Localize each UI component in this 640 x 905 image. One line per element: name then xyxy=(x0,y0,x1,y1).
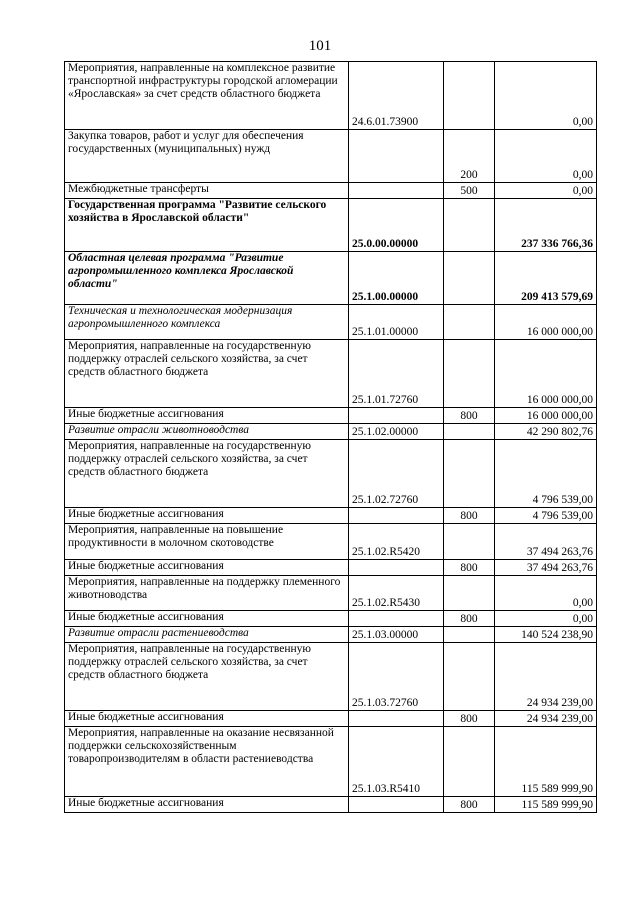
row-amount: 24 934 239,00 xyxy=(495,711,597,727)
row-type xyxy=(444,643,495,711)
row-name: Мероприятия, направленные на повышение продуктивности в молочном скотоводстве xyxy=(65,524,349,560)
row-type xyxy=(444,340,495,408)
row-code xyxy=(349,560,444,576)
row-type xyxy=(444,252,495,305)
row-amount: 0,00 xyxy=(495,62,597,130)
table-row xyxy=(65,340,597,408)
row-code: 25.1.02.72760 xyxy=(349,440,444,508)
row-type: 500 xyxy=(444,183,495,199)
row-amount: 209 413 579,69 xyxy=(495,252,597,305)
table-row xyxy=(65,130,597,183)
table-row xyxy=(65,508,597,524)
row-name: Техническая и технологическая модернизация агропромышленного комплекса xyxy=(65,305,349,340)
row-code xyxy=(349,130,444,183)
row-amount: 4 796 539,00 xyxy=(495,508,597,524)
row-type xyxy=(444,199,495,252)
row-amount: 0,00 xyxy=(495,183,597,199)
row-name: Иные бюджетные ассигнования xyxy=(65,408,349,424)
table-row xyxy=(65,440,597,508)
row-amount: 16 000 000,00 xyxy=(495,305,597,340)
row-amount: 0,00 xyxy=(495,576,597,611)
row-code xyxy=(349,711,444,727)
page-number: 101 xyxy=(308,38,332,54)
row-name: Развитие отрасли животноводства xyxy=(65,424,349,440)
table-row xyxy=(65,727,597,797)
table-row xyxy=(65,711,597,727)
row-amount: 237 336 766,36 xyxy=(495,199,597,252)
table-row xyxy=(65,62,597,130)
row-amount: 37 494 263,76 xyxy=(495,524,597,560)
row-name: Иные бюджетные ассигнования xyxy=(65,560,349,576)
row-amount: 0,00 xyxy=(495,130,597,183)
row-name: Межбюджетные трансферты xyxy=(65,183,349,199)
row-name: Мероприятия, направленные на государственную поддержку отраслей сельского хозяйства, за счет средств областного бюджета xyxy=(65,643,349,711)
row-code: 25.0.00.00000 xyxy=(349,199,444,252)
row-name: Иные бюджетные ассигнования xyxy=(65,711,349,727)
table-row xyxy=(65,524,597,560)
row-name: Мероприятия, направленные на поддержку племенного животноводства xyxy=(65,576,349,611)
row-code xyxy=(349,611,444,627)
row-name: Областная целевая программа "Развитие агропромышленного комплекса Ярославской области" xyxy=(65,252,349,305)
table-row xyxy=(65,424,597,440)
row-type: 800 xyxy=(444,611,495,627)
row-type: 800 xyxy=(444,797,495,813)
row-name: Иные бюджетные ассигнования xyxy=(65,797,349,813)
row-amount: 4 796 539,00 xyxy=(495,440,597,508)
row-amount: 115 589 999,90 xyxy=(495,727,597,797)
row-name: Развитие отрасли растениеводства xyxy=(65,627,349,643)
row-code: 25.1.03.00000 xyxy=(349,627,444,643)
row-type: 800 xyxy=(444,560,495,576)
row-name: Мероприятия, направленные на государственную поддержку отраслей сельского хозяйства, за счет средств областного бюджета xyxy=(65,340,349,408)
row-type xyxy=(444,727,495,797)
table-row xyxy=(65,305,597,340)
row-type xyxy=(444,424,495,440)
row-amount: 37 494 263,76 xyxy=(495,560,597,576)
row-name: Мероприятия, направленные на государственную поддержку отраслей сельского хозяйства, за счет средств областного бюджета xyxy=(65,440,349,508)
row-type xyxy=(444,62,495,130)
table-row xyxy=(65,576,597,611)
row-code: 25.1.02.00000 xyxy=(349,424,444,440)
row-code: 25.1.01.72760 xyxy=(349,340,444,408)
row-name: Закупка товаров, работ и услуг для обеспечения государственных (муниципальных) нужд xyxy=(65,130,349,183)
row-code: 25.1.03.R5410 xyxy=(349,727,444,797)
row-amount: 24 934 239,00 xyxy=(495,643,597,711)
table-row xyxy=(65,797,597,813)
row-amount: 16 000 000,00 xyxy=(495,340,597,408)
row-amount: 140 524 238,90 xyxy=(495,627,597,643)
row-type xyxy=(444,305,495,340)
budget-table xyxy=(64,61,597,813)
row-name: Мероприятия, направленные на комплексное развитие транспортной инфраструктуры городской агломерации «Ярославская» за счет средств областного бюджета xyxy=(65,62,349,130)
row-name: Иные бюджетные ассигнования xyxy=(65,611,349,627)
row-code: 25.1.02.R5420 xyxy=(349,524,444,560)
row-code: 25.1.01.00000 xyxy=(349,305,444,340)
row-type xyxy=(444,576,495,611)
row-code xyxy=(349,797,444,813)
row-name: Мероприятия, направленные на оказание несвязанной поддержки сельскохозяйственным товаропроизводителям в области растениеводства xyxy=(65,727,349,797)
row-amount: 115 589 999,90 xyxy=(495,797,597,813)
table-row xyxy=(65,199,597,252)
row-type: 800 xyxy=(444,508,495,524)
row-code: 25.1.00.00000 xyxy=(349,252,444,305)
row-type: 800 xyxy=(444,711,495,727)
table-row xyxy=(65,627,597,643)
row-code: 25.1.02.R5430 xyxy=(349,576,444,611)
table-row xyxy=(65,408,597,424)
table-row xyxy=(65,611,597,627)
table-row xyxy=(65,643,597,711)
row-name: Государственная программа "Развитие сельского хозяйства в Ярославской области" xyxy=(65,199,349,252)
row-code: 25.1.03.72760 xyxy=(349,643,444,711)
row-code xyxy=(349,183,444,199)
row-type: 200 xyxy=(444,130,495,183)
row-amount: 42 290 802,76 xyxy=(495,424,597,440)
row-type xyxy=(444,524,495,560)
table-row xyxy=(65,183,597,199)
row-name: Иные бюджетные ассигнования xyxy=(65,508,349,524)
row-amount: 0,00 xyxy=(495,611,597,627)
row-type xyxy=(444,627,495,643)
table-row xyxy=(65,252,597,305)
table-row xyxy=(65,560,597,576)
row-type xyxy=(444,440,495,508)
row-code xyxy=(349,508,444,524)
row-amount: 16 000 000,00 xyxy=(495,408,597,424)
row-code xyxy=(349,408,444,424)
row-type: 800 xyxy=(444,408,495,424)
row-code: 24.6.01.73900 xyxy=(349,62,444,130)
